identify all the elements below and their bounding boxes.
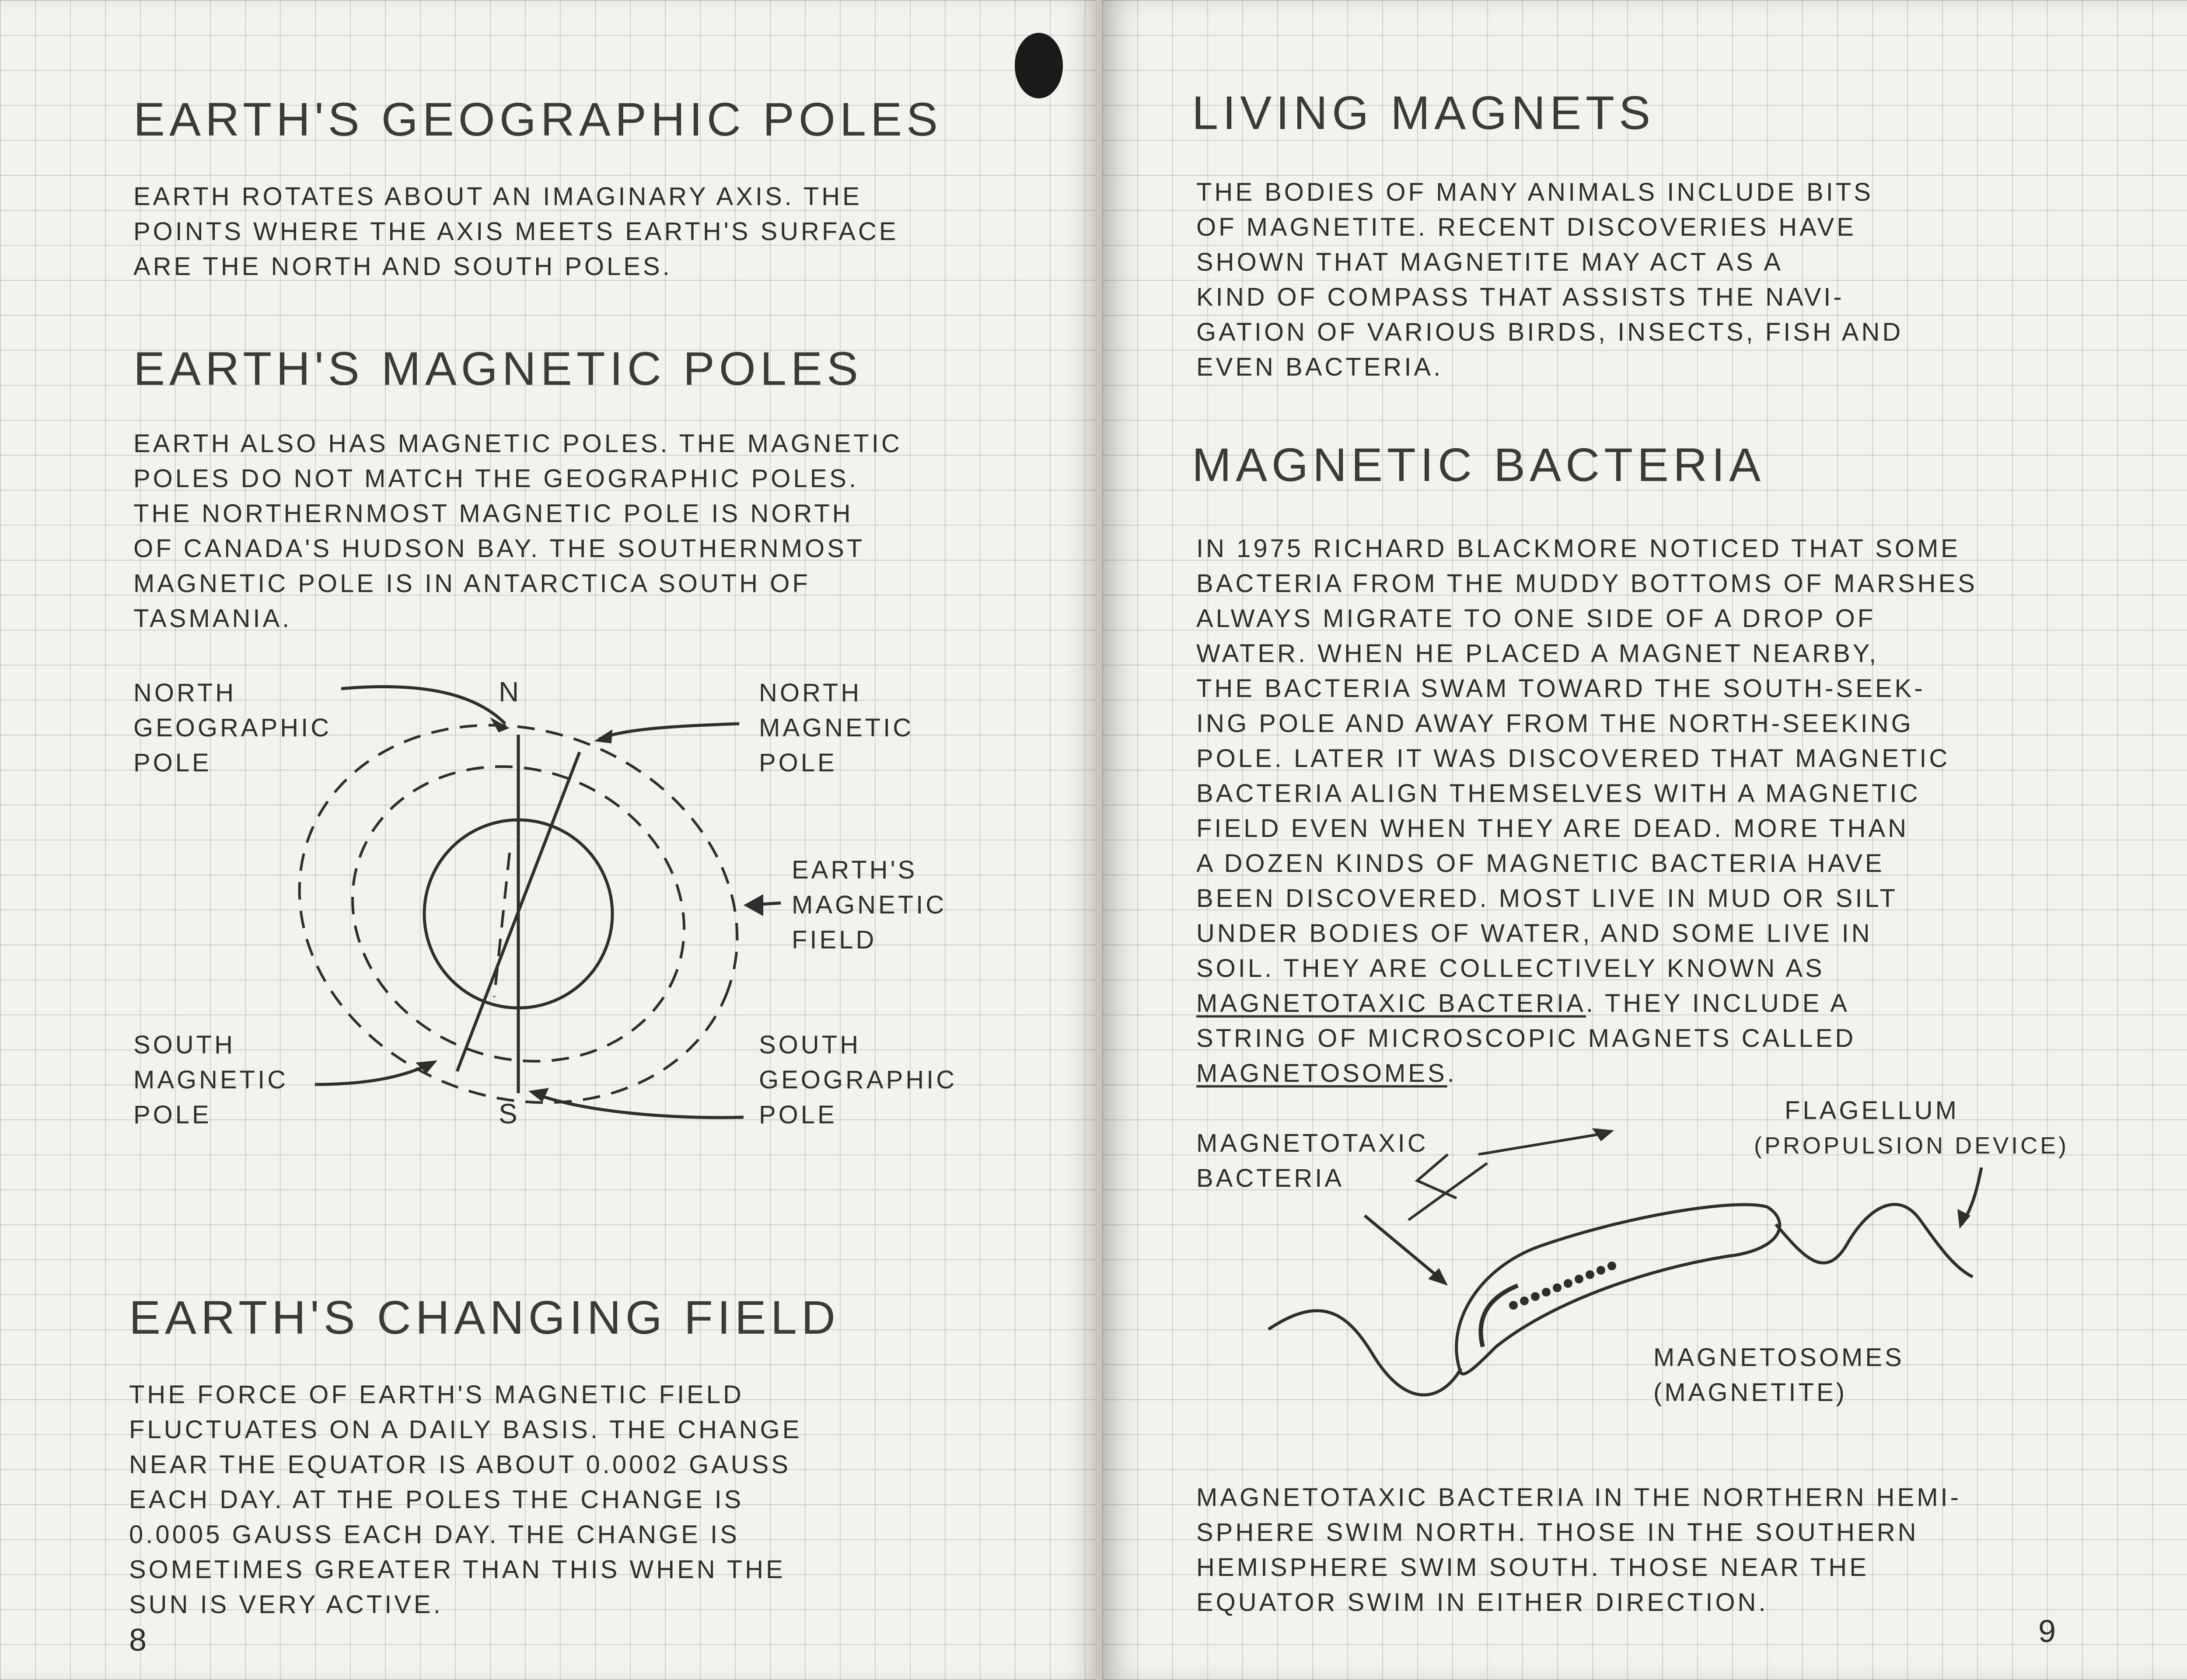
bacteria-shading (1481, 1286, 1518, 1347)
bacteria-tail (1268, 1311, 1461, 1395)
magnetic-bacteria-heading: MAGNETIC BACTERIA (1192, 438, 1765, 491)
bacteria-diagram (1102, 0, 2187, 1680)
magnetic-poles-heading: EARTH'S MAGNETIC POLES (133, 342, 863, 395)
page-number-right: 9 (2038, 1614, 2056, 1649)
magnetic-bacteria-text-middle: . THEY INCLUDE A (1586, 989, 1850, 1018)
label-north-magnetic-pole: NORTH MAGNETIC POLE (759, 679, 914, 777)
arrow-south-geographic (534, 1093, 744, 1118)
arrow-north-magnetic (599, 724, 739, 739)
hemisphere-text: MAGNETOTAXIC BACTERIA IN THE NORTHERN HEMI- SPHERE SWIM NORTH. THOSE IN THE SOUTHERN HEMISPHERE SWIM SOUTH. THOSE NEAR THE EQUATOR SWIM IN EITHER DIRECTION. (1196, 1483, 1961, 1617)
term-magnetosomes: MAGNETOSOMES (1196, 1059, 1447, 1087)
magnetic-bacteria-text-end: . (1447, 1059, 1457, 1087)
magnetic-poles-text: EARTH ALSO HAS MAGNETIC POLES. THE MAGNETIC POLES DO NOT MATCH THE GEOGRAPHIC POLES. THE NORTHERNMOST MAGNETIC POLE IS NORTH OF CANADA'S HUDSON BAY. THE SOUTHERNMOST MAGNETIC POLE IS IN ANTARCTICA SOUTH OF TASMANIA. (133, 429, 902, 633)
geographic-poles-heading: EARTH'S GEOGRAPHIC POLES (133, 93, 943, 146)
label-magnetosomes: MAGNETOSOMES (MAGNETITE) (1653, 1343, 1904, 1407)
label-south-magnetic-pole: SOUTH MAGNETIC POLE (133, 1031, 289, 1129)
changing-field-heading: EARTH'S CHANGING FIELD (129, 1291, 840, 1344)
living-magnets-text: THE BODIES OF MANY ANIMALS INCLUDE BITS OF MAGNETITE. RECENT DISCOVERIES HAVE SHOWN THAT MAGNETITE MAY ACT AS A KIND OF COMPASS THAT ASSISTS THE NAVI- GATION OF VARIOUS BIRDS, INSECTS, FISH AND EVEN BACTERIA. (1196, 178, 1904, 381)
label-earths-magnetic-field: EARTH'S MAGNETIC FIELD (792, 856, 947, 954)
north-letter: N (499, 676, 519, 708)
magnetic-bacteria-text-main: IN 1975 RICHARD BLACKMORE NOTICED THAT SOME BACTERIA FROM THE MUDDY BOTTOMS OF MARSHES ALWAYS MIGRATE TO ONE SIDE OF A DROP OF WATER. WHEN HE PLACED A MAGNET NEARBY, THE BACTERIA SWAM TOWARD THE SOUTH-SEEK- ING POLE AND AWAY FROM THE NORTH-SEEKING POLE. LATER IT WAS DISCOVERED THAT MAGNETIC BACTERIA ALIGN THEMSELVES WITH A MAGNETIC FIELD EVEN WHEN THEY ARE DEAD. MORE THAN A DOZEN KINDS OF MAGNETIC BACTERIA HAVE BEEN DISCOVERED. MOST LIVE IN MUD OR SILT UNDER BODIES OF WATER, AND SOME LIVE IN SOIL. THEY ARE COLLECTIVELY KNOWN AS (1196, 534, 1977, 983)
label-flagellum: FLAGELLUM (1785, 1096, 1959, 1125)
term-magnetotaxic-bacteria: MAGNETOTAXIC BACTERIA (1196, 989, 1586, 1018)
arrow-north-geographic (341, 687, 505, 724)
flagellum (1776, 1204, 1973, 1277)
page-number-left: 8 (129, 1623, 147, 1658)
label-propulsion-device: (PROPULSION DEVICE) (1754, 1133, 2069, 1159)
living-magnets-heading: LIVING MAGNETS (1192, 86, 1655, 139)
geographic-poles-text: EARTH ROTATES ABOUT AN IMAGINARY AXIS. THE POINTS WHERE THE AXIS MEETS EARTH'S SURFACE ARE THE NORTH AND SOUTH POLES. (133, 182, 899, 281)
changing-field-text: THE FORCE OF EARTH'S MAGNETIC FIELD FLUCTUATES ON A DAILY BASIS. THE CHANGE NEAR THE EQUATOR IS ABOUT 0.0002 GAUSS EACH DAY. AT THE POLES THE CHANGE IS 0.0005 GAUSS EACH DAY. THE CHANGE IS SOMETIMES GREATER THAN THIS WHEN THE SUN IS VERY ACTIVE. (129, 1380, 802, 1619)
right-page (1102, 0, 2187, 1680)
binder-hole-left (1015, 33, 1063, 98)
arrow-bacteria (1365, 1216, 1443, 1281)
arrow-south-magnetic (315, 1063, 433, 1084)
label-south-geographic-pole: SOUTH GEOGRAPHIC POLE (759, 1031, 957, 1129)
book-gutter (1096, 0, 1102, 1680)
magnetic-bacteria-text-line: STRING OF MICROSCOPIC MAGNETS CALLED (1196, 1024, 1856, 1053)
label-north-geographic-pole: NORTH GEOGRAPHIC POLE (133, 679, 332, 777)
magnetosome-chain (1509, 1262, 1616, 1310)
south-letter: S (499, 1098, 517, 1129)
field-arrow-symbol (1408, 1133, 1610, 1220)
label-magnetotaxic-bacteria: MAGNETOTAXIC BACTERIA (1196, 1129, 1429, 1192)
